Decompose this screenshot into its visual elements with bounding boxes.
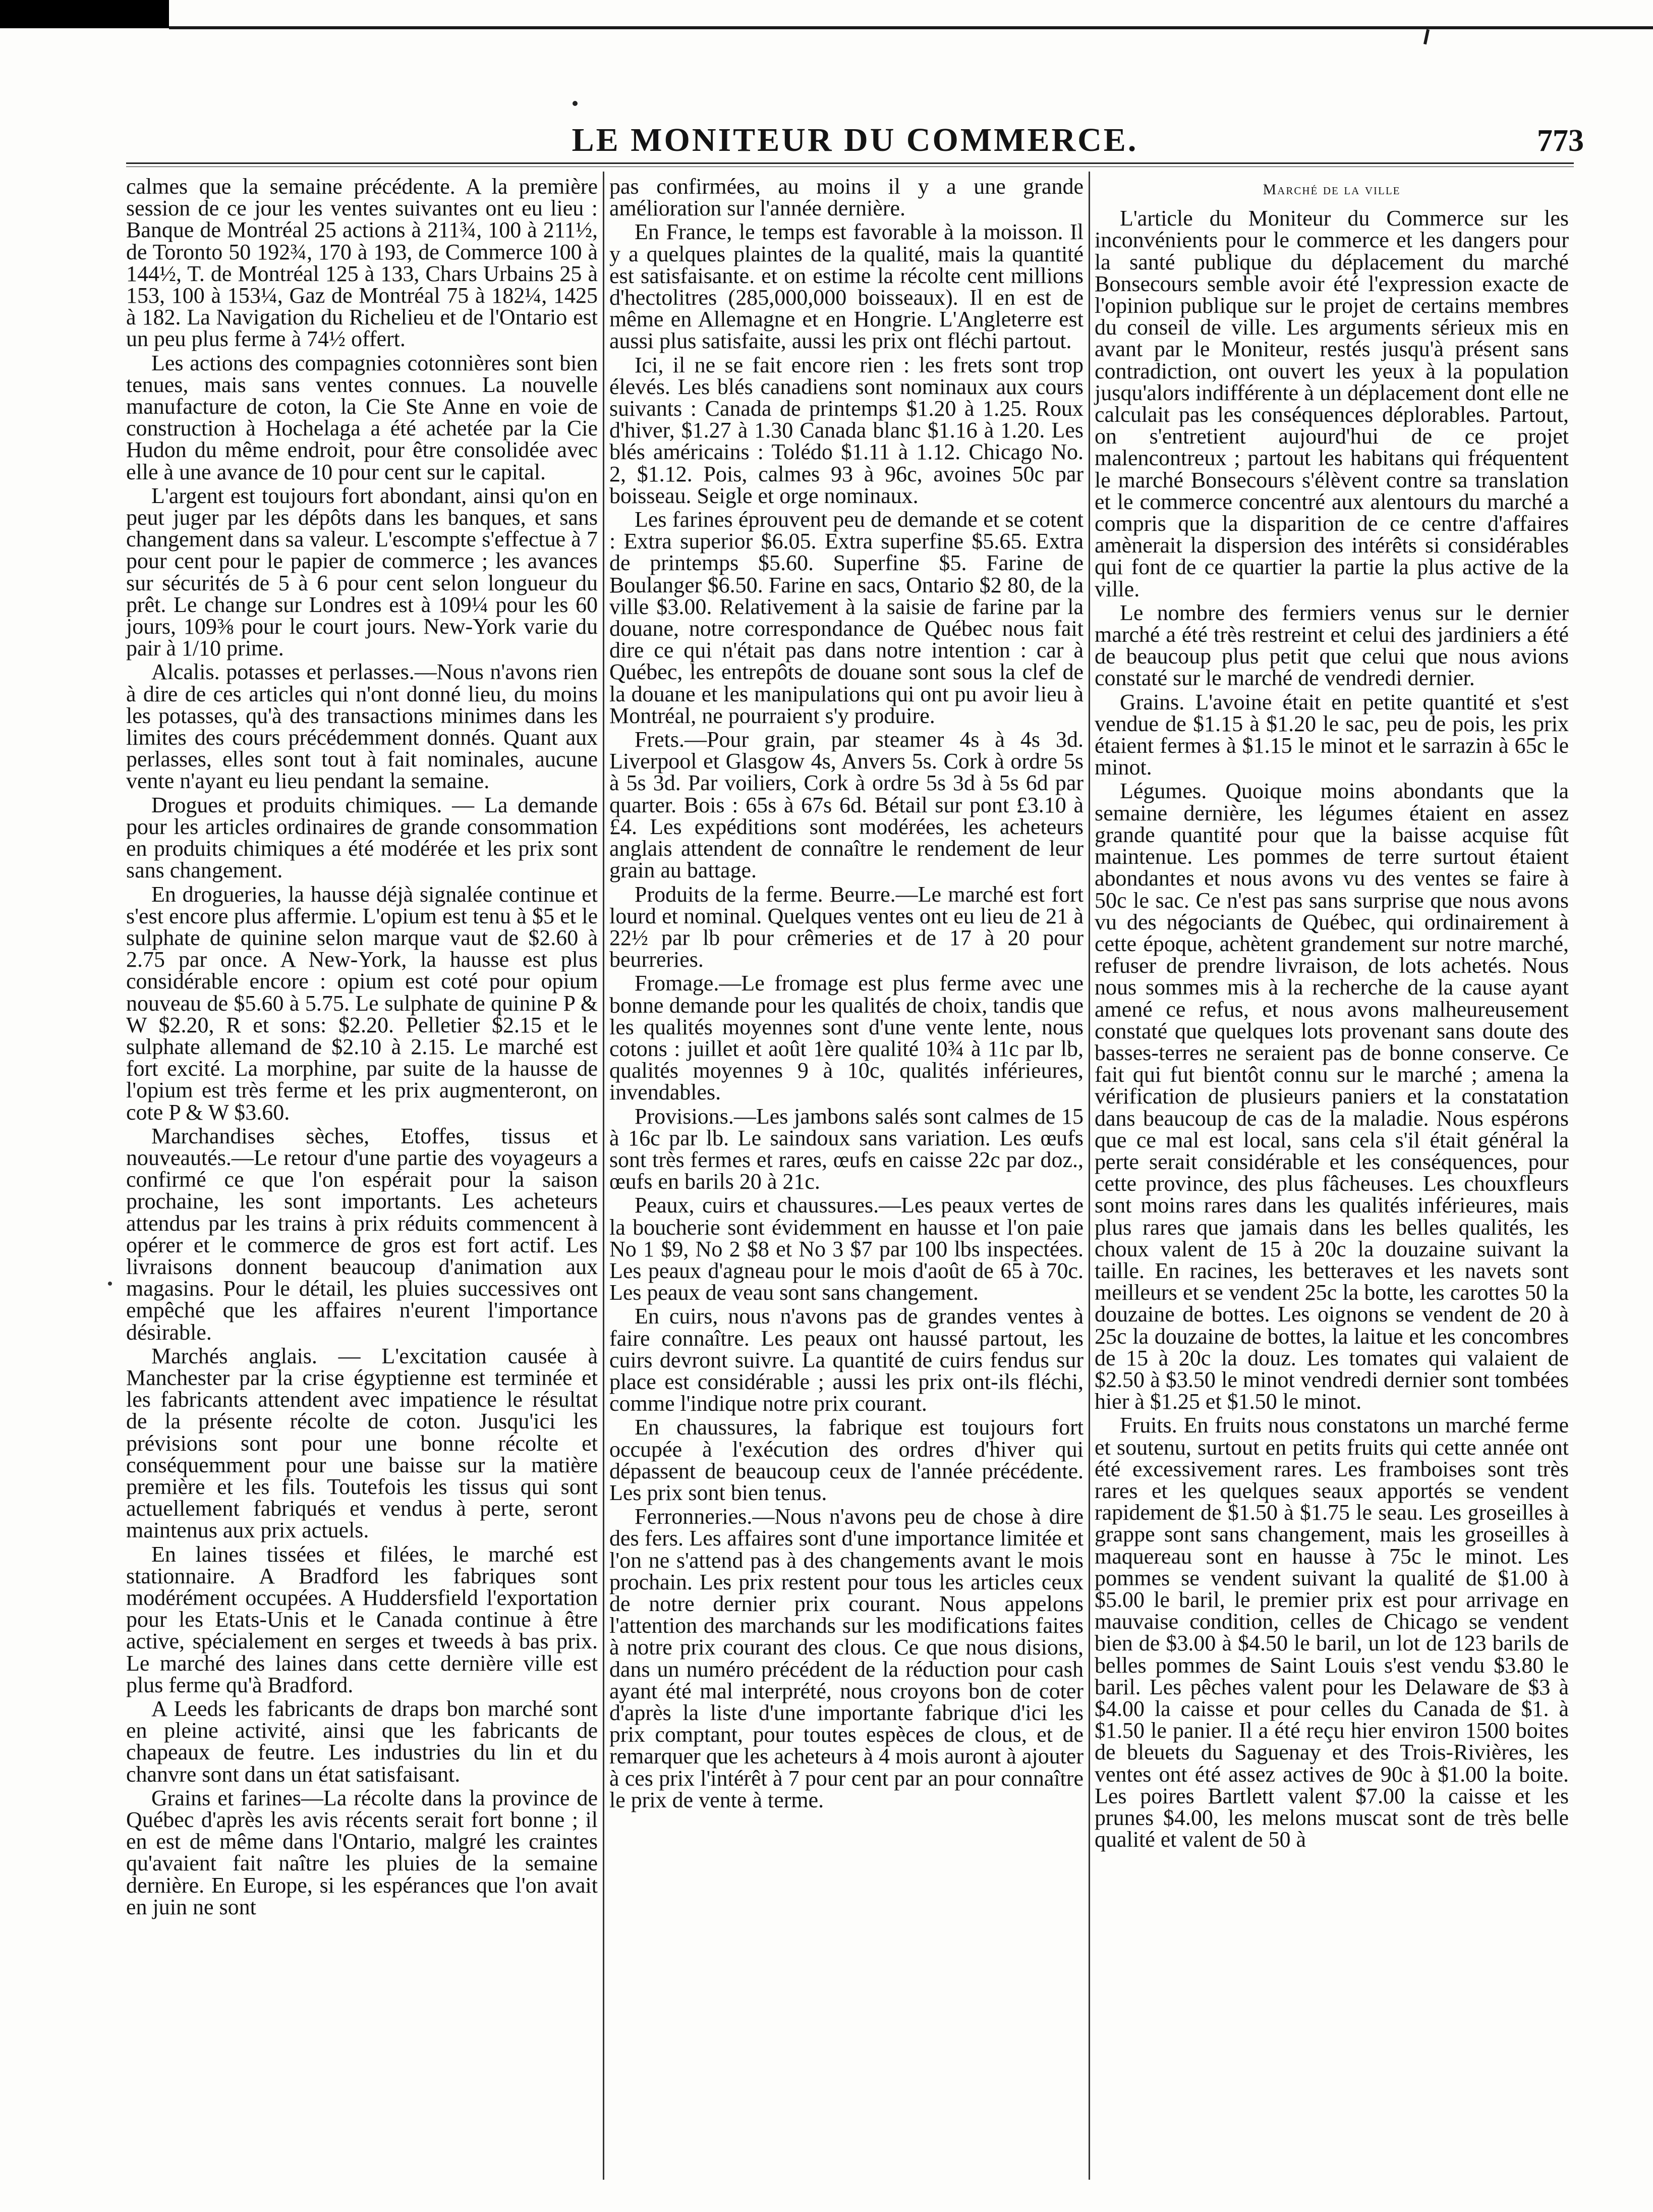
paragraph-chaussures: En chaussures, la fabrique est toujours fort occupée à l'exécution des ordres d'hiver qui dépassent de beaucoup ceux de l'année précédente. Les prix sont bien tenus.	[609, 1415, 1084, 1505]
newspaper-title: LE MONITEUR DU COMMERCE.	[572, 122, 1138, 158]
paragraph-marches-anglais: Marchés anglais. — L'excitation causée à Manchester par la crise égyptienne est terminée et les fabricants attendent avec impatience le résultat de la présente récolte de coton. Jusqu'ici les prévisions sont pour une bonne récolte et conséquemment pour une baisse sur la matière première et les fils. Toutefois les tissus qui sont actuellement fabriqués et vendus à perte, seront maintenus aux prix actuels.	[126, 1343, 598, 1543]
paragraph: A Leeds les fabricants de draps bon marché sont en pleine activité, ainsi que les fabricants de chapeaux de feutre. Les industries du lin et du chanvre sont dans un état satisfaisant.	[126, 1696, 598, 1787]
paragraph-fruits: Fruits. En fruits nous constatons un marché ferme et soutenu, surtout en petits fruits qui cette année ont été excessivement rares. Les framboises sont très rares et les quelques seaux apportés se vendent rapidement de $1.50 à $1.75 le seau. Les groseilles à grappe sont sans changement, mais les groseilles à maquereau sont en hausse à 75c le minot. Les pommes se vendent suivant la qualité de $1.00 à $5.00 le baril, le premier prix est pour arrivage en mauvaise condition, celles de Chicago se vendent bien de $3.00 à $4.50 le baril, un lot de 123 barils de belles pommes de Saint Louis s'est vendu $3.80 le baril. Les pêches valent pour les Delaware de $3 à $4.00 la caisse et pour celles du Canada de $1. à $1.50 le panier. Il a été reçu hier environ 1500 boites de bleuets du Saguenay et des Trois-Rivières, les ventes ont été assez actives de 90c à $1.00 la boite. Les poires Bartlett valent $7.00 la caisse et les prunes $4.00, les melons muscat sont de très belle qualité et valent de 50 à	[1095, 1413, 1569, 1852]
paragraph: Les actions des compagnies cotonnières sont bien tenues, mais sans ventes connues. La nouvelle manufacture de coton, la Cie Ste Anne en voie de construction à Hochelaga a été achetée par la Cie Hudon du même endroit, pour être consolidée avec elle à une avance de 10 pour cent sur le capital.	[126, 350, 598, 484]
paragraph-legumes: Légumes. Quoique moins abondants que la semaine dernière, les légumes étaient en assez grande quantité pour que la baisse acquise fût maintenue. Les pommes de terre surtout étaient abondantes et nous avons vu des ventes se faire à 50c le sac. Ce n'est pas sans surprise que nous avons vu des négociants de Québec, qui ordinairement à cette époque, achètent grandement sur notre marché, refuser de prendre livraison, de lots achetés. Nous nous sommes mis à la recherche de la cause ayant amené ce refus, et nous avons malheureusement constaté que quelques lots provenant sans doute des basses-terres ne seraient pas de bonne conserve. Ce fait qui fut bientôt connu sur le marché ; amena la vérification de plusieurs paniers et la constatation dans beaucoup de cas de la maladie. Nous espérons que ce mal est local, sans cela s'il était général la perte serait considérable et les conséquences, pour cette province, des plus fâcheuses. Les chouxfleurs sont moins rares dans les qualités inférieures, mais plus rares que jamais dans les belles qualités, les choux valent de 15 à 20c la douzaine suivant la taille. En racines, les betteraves et les navets sont meilleurs et se vendent 25c la botte, les carottes 50 la douzaine de bottes. Les oignons se vendent de 20 à 25c la douzaine de bottes, la laitue et les concombres de 15 à 20c la douz. Les tomates qui valaient de $2.50 à $3.50 le minot vendredi dernier sont tombées hier à $1.25 et $1.50 le minot.	[1095, 779, 1569, 1414]
section-heading: Marché de la ville	[1263, 181, 1401, 198]
paragraph: calmes que la semaine précédente. A la première session de ce jour les ventes suivantes ont eu lieu : Banque de Montréal 25 actions à 211¾, 100 à 211½, de Toronto 50 192¾, 170 à 193, de Commerce 100 à 144½, T. de Montréal 125 à 133, Chars Urbains 25 à 153, 100 à 153¼, Gaz de Montréal 75 à 182¼, 1425 à 182. La Navigation du Richelieu et de l'Ontario est un peu plus ferme à 74½ offert.	[126, 174, 598, 352]
column-divider	[1089, 172, 1090, 2180]
paragraph-fromage: Fromage.—Le fromage est plus ferme avec une bonne demande pour les qualités de choix, tandis que les qualités moyennes sont d'une vente lente, nous cotons : juillet et août 1ère qualité 10¾ à 11c par lb, qualités moyennes 9 à 10c, qualités inférieures, invendables.	[609, 971, 1084, 1105]
paragraph-farines: Les farines éprouvent peu de demande et se cotent : Extra superior $6.05. Extra superfine $5.65. Extra de printemps $5.60. Superfine $5. Farine de Boulanger $6.50. Farine en sacs, Ontario $2 80, de la ville $3.00. Relativement à la saisie de farine par la douane, notre correspondance de Québec nous fait dire ce qui n'était pas dans notre intention : car à Québec, les entrepôts de douane sont sous la clef de la douane et les manipulations qui ont pu avoir lieu à Montréal, ne pourraient s'y produire.	[609, 507, 1084, 728]
paragraph: Ici, il ne se fait encore rien : les frets sont trop élevés. Les blés canadiens sont nominaux aux cours suivants : Canada de printemps $1.20 à 1.25. Roux d'hiver, $1.27 à 1.30 Canada blanc $1.16 à 1.20. Les blés américains : Tolédo $1.11 à 1.12. Chicago No. 2, $1.12. Pois, calmes 93 à 96c, avoines 50c par boisseau. Seigle et orge nominaux.	[609, 352, 1084, 508]
margin-bullet	[108, 1282, 112, 1286]
paragraph-alcalis: Alcalis. potasses et perlasses.—Nous n'avons rien à dire de ces articles qui n'ont donné lieu, du moins les potasses, qu'à des transactions minimes dans les limites des cours précédemment donnés. Quant aux perlasses, elles sont tout à fait nominales, aucune vente n'ayant eu lieu pendant la semaine.	[126, 659, 598, 794]
paragraph-grains-ville: Grains. L'avoine était en petite quantité et s'est vendue de $1.15 à $1.20 le sac, peu de pois, les prix étaient fermes à $1.15 le minot et le sarrazin à 65c le minot.	[1095, 689, 1569, 780]
paragraph-frets: Frets.—Pour grain, par steamer 4s à 4s 3d. Liverpool et Glasgow 4s, Anvers 5s. Cork à ordre 5s à 5s 3d. Par voiliers, Cork à ordre 5s 3d à 5s 6d par quarter. Bois : 65s à 67s 6d. Bétail sur pont £3.10 à £4. Les expéditions sont modérées, les acheteurs anglais attendent de connaître le rendement de leur grain au battage.	[609, 727, 1084, 883]
paragraph-ferronneries: Ferronneries.—Nous n'avons peu de chose à dire des fers. Les affaires sont d'une importance limitée et l'on ne s'attend pas à des changements avant le mois prochain. Les prix restent pour tous les articles ceux de notre dernier prix courant. Nous appelons l'attention des marchands sur les modifications faites à notre prix courant des clous. Ce que nous disions, dans un numéro précédent de la réduction pour cash ayant été mal interprété, nous croyons bon de coter d'après la liste d'une importante fabrique d'ici les prix comptant, pour toutes espèces de clous, et de remarquer que les acheteurs à 4 mois auront à ajouter à ces prix l'intérêt à 7 pour cent par an pour connaître le prix de vente à terme.	[609, 1504, 1084, 1812]
paragraph-drogues: Drogues et produits chimiques. — La demande pour les articles ordinaires de grande consommation en produits chimiques a été modérée et les prix sont sans changement.	[126, 792, 598, 883]
column-divider	[603, 172, 604, 2180]
column-1	[126, 176, 598, 1918]
masthead	[126, 121, 1584, 156]
paragraph: L'argent est toujours fort abondant, ainsi qu'on en peut juger par les dépôts dans les banques, et sans changement dans sa valeur. L'escompte s'effectue à 7 pour cent pour le papier de commerce ; les avances sur sécurités de 5 à 6 pour cent selon longueur du prêt. Le change sur Londres est à 109¼ pour les 60 jours, 109⅜ pour le court jours. New-York varie du pair à 1/10 prime.	[126, 483, 598, 661]
paragraph: En laines tissées et filées, le marché est stationnaire. A Bradford les fabriques sont modérément occupées. A Huddersfield l'exportation pour les Etats-Unis et le Canada continue à être active, spécialement en serges et tweeds à bas prix. Le marché des laines dans cette dernière ville est plus ferme qu'à Bradford.	[126, 1541, 598, 1697]
paragraph-marchandises: Marchandises sèches, Etoffes, tissus et nouveautés.—Le retour d'une partie des voyageurs a confirmé ce que l'on espérait pour la saison prochaine, les sont importants. Les acheteurs attendus par les trains à prix réduits commencent à opérer et le commerce de gros est fort actif. Les livraisons donnent beaucoup d'animation aux magasins. Pour le détail, les pluies successives ont empêché que les affaires n'eurent l'importance désirable.	[126, 1123, 598, 1345]
scan-top-border	[169, 26, 1653, 29]
column-2	[609, 176, 1084, 1811]
paragraph: pas confirmées, au moins il y a une grande amélioration sur l'année dernière.	[609, 174, 1084, 221]
paragraph-peaux: Peaux, cuirs et chaussures.—Les peaux vertes de la boucherie sont évidemment en hausse et l'on paie No 1 $9, No 2 $8 et No 3 $7 par 100 lbs inspectées. Les peaux d'agneau pour le mois d'août de 65 à 70c. Les peaux de veau sont sans changement.	[609, 1193, 1084, 1305]
printer-dot	[573, 101, 578, 106]
column-3	[1095, 176, 1569, 1850]
paragraph: En drogueries, la hausse déjà signalée continue et s'est encore plus affermie. L'opium est tenu à $5 et le sulphate de quinine selon marque vaut de $2.60 à 2.75 par once. A New-York, la hausse est plus considérable encore : opium est coté pour opium nouveau de $5.60 à 5.75. Le sulphate de quinine P & W $2.20, R et sons: $2.20. Pelletier $2.15 et le sulphate allemand de $2.10 à 2.15. Le marché est fort excité. La morphine, par suite de la hausse de l'opium est très ferme et les prix augmenteront, on cote P & W $3.60.	[126, 881, 598, 1125]
scan-corner-block	[0, 0, 169, 28]
page-number: 773	[1537, 124, 1584, 158]
paragraph: Le nombre des fermiers venus sur le dernier marché a été très restreint et celui des jardiniers a été de beaucoup plus petit que celui que nous avions constaté sur le marché de vendredi dernier.	[1095, 600, 1569, 691]
masthead-rule	[126, 162, 1574, 164]
paragraph-cuirs: En cuirs, nous n'avons pas de grandes ventes à faire connaître. Les peaux ont haussé partout, les cuirs devront suivre. La quantité de cuirs fendus sur place est considérable ; aussi les prix ont-ils fléchi, comme l'indique notre prix courant.	[609, 1304, 1084, 1416]
paragraph-france: En France, le temps est favorable à la moisson. Il y a quelques plaintes de la qualité, mais la quantité est satisfaisante. et on estime la récolte cent millions d'hectolitres (285,000,000 boisseaux). Il en est de même en Allemagne et en Hongrie. L'Angleterre est aussi plus satisfaite, aussi les prix ont fléchi partout.	[609, 219, 1084, 354]
paragraph-grains: Grains et farines—La récolte dans la province de Québec d'après les avis récents serait fort bonne ; il en est de même dans l'Ontario, malgré les craintes qu'avaient fait naître les pluies de la semaine dernière. En Europe, si les espérances que l'on avait en juin ne sont	[126, 1785, 598, 1919]
scan-border-tick	[1423, 29, 1430, 45]
paragraph-produits-ferme: Produits de la ferme. Beurre.—Le marché est fort lourd et nominal. Quelques ventes ont eu lieu de 21 à 22½ par lb pour crêmeries et de 17 à 20 pour beurreries.	[609, 881, 1084, 972]
paragraph-moniteur: L'article du Moniteur du Commerce sur les inconvénients pour le commerce et les dangers pour la santé publique du déplacement du marché Bonsecours semble avoir été l'expression exacte de l'opinion publique sur le projet de certains membres du conseil de ville. Les arguments sérieux mis en avant par le Moniteur, restés jusqu'à présent sans contradiction, ont ouvert les yeux à la population jusqu'alors indifférente à un déplacement dont elle ne calculait pas les conséquences déplorables. Partout, on s'entretient aujourd'hui de ce projet malencontreux ; partout les habitans qui fréquentent le marché Bonsecours s'élèvent contre sa translation et le commerce concentré aux alentours du marché a compris que la disparition de ce centre d'affaires amènerait la dispersion des intérêts si considérables qui font de ce quartier la partie la plus active de la ville.	[1095, 206, 1569, 601]
paragraph-provisions: Provisions.—Les jambons salés sont calmes de 15 à 16c par lb. Le saindoux sans variation. Les œufs sont très fermes et rares, œufs en caisse 22c par doz., œufs en barils 20 à 21c.	[609, 1103, 1084, 1194]
